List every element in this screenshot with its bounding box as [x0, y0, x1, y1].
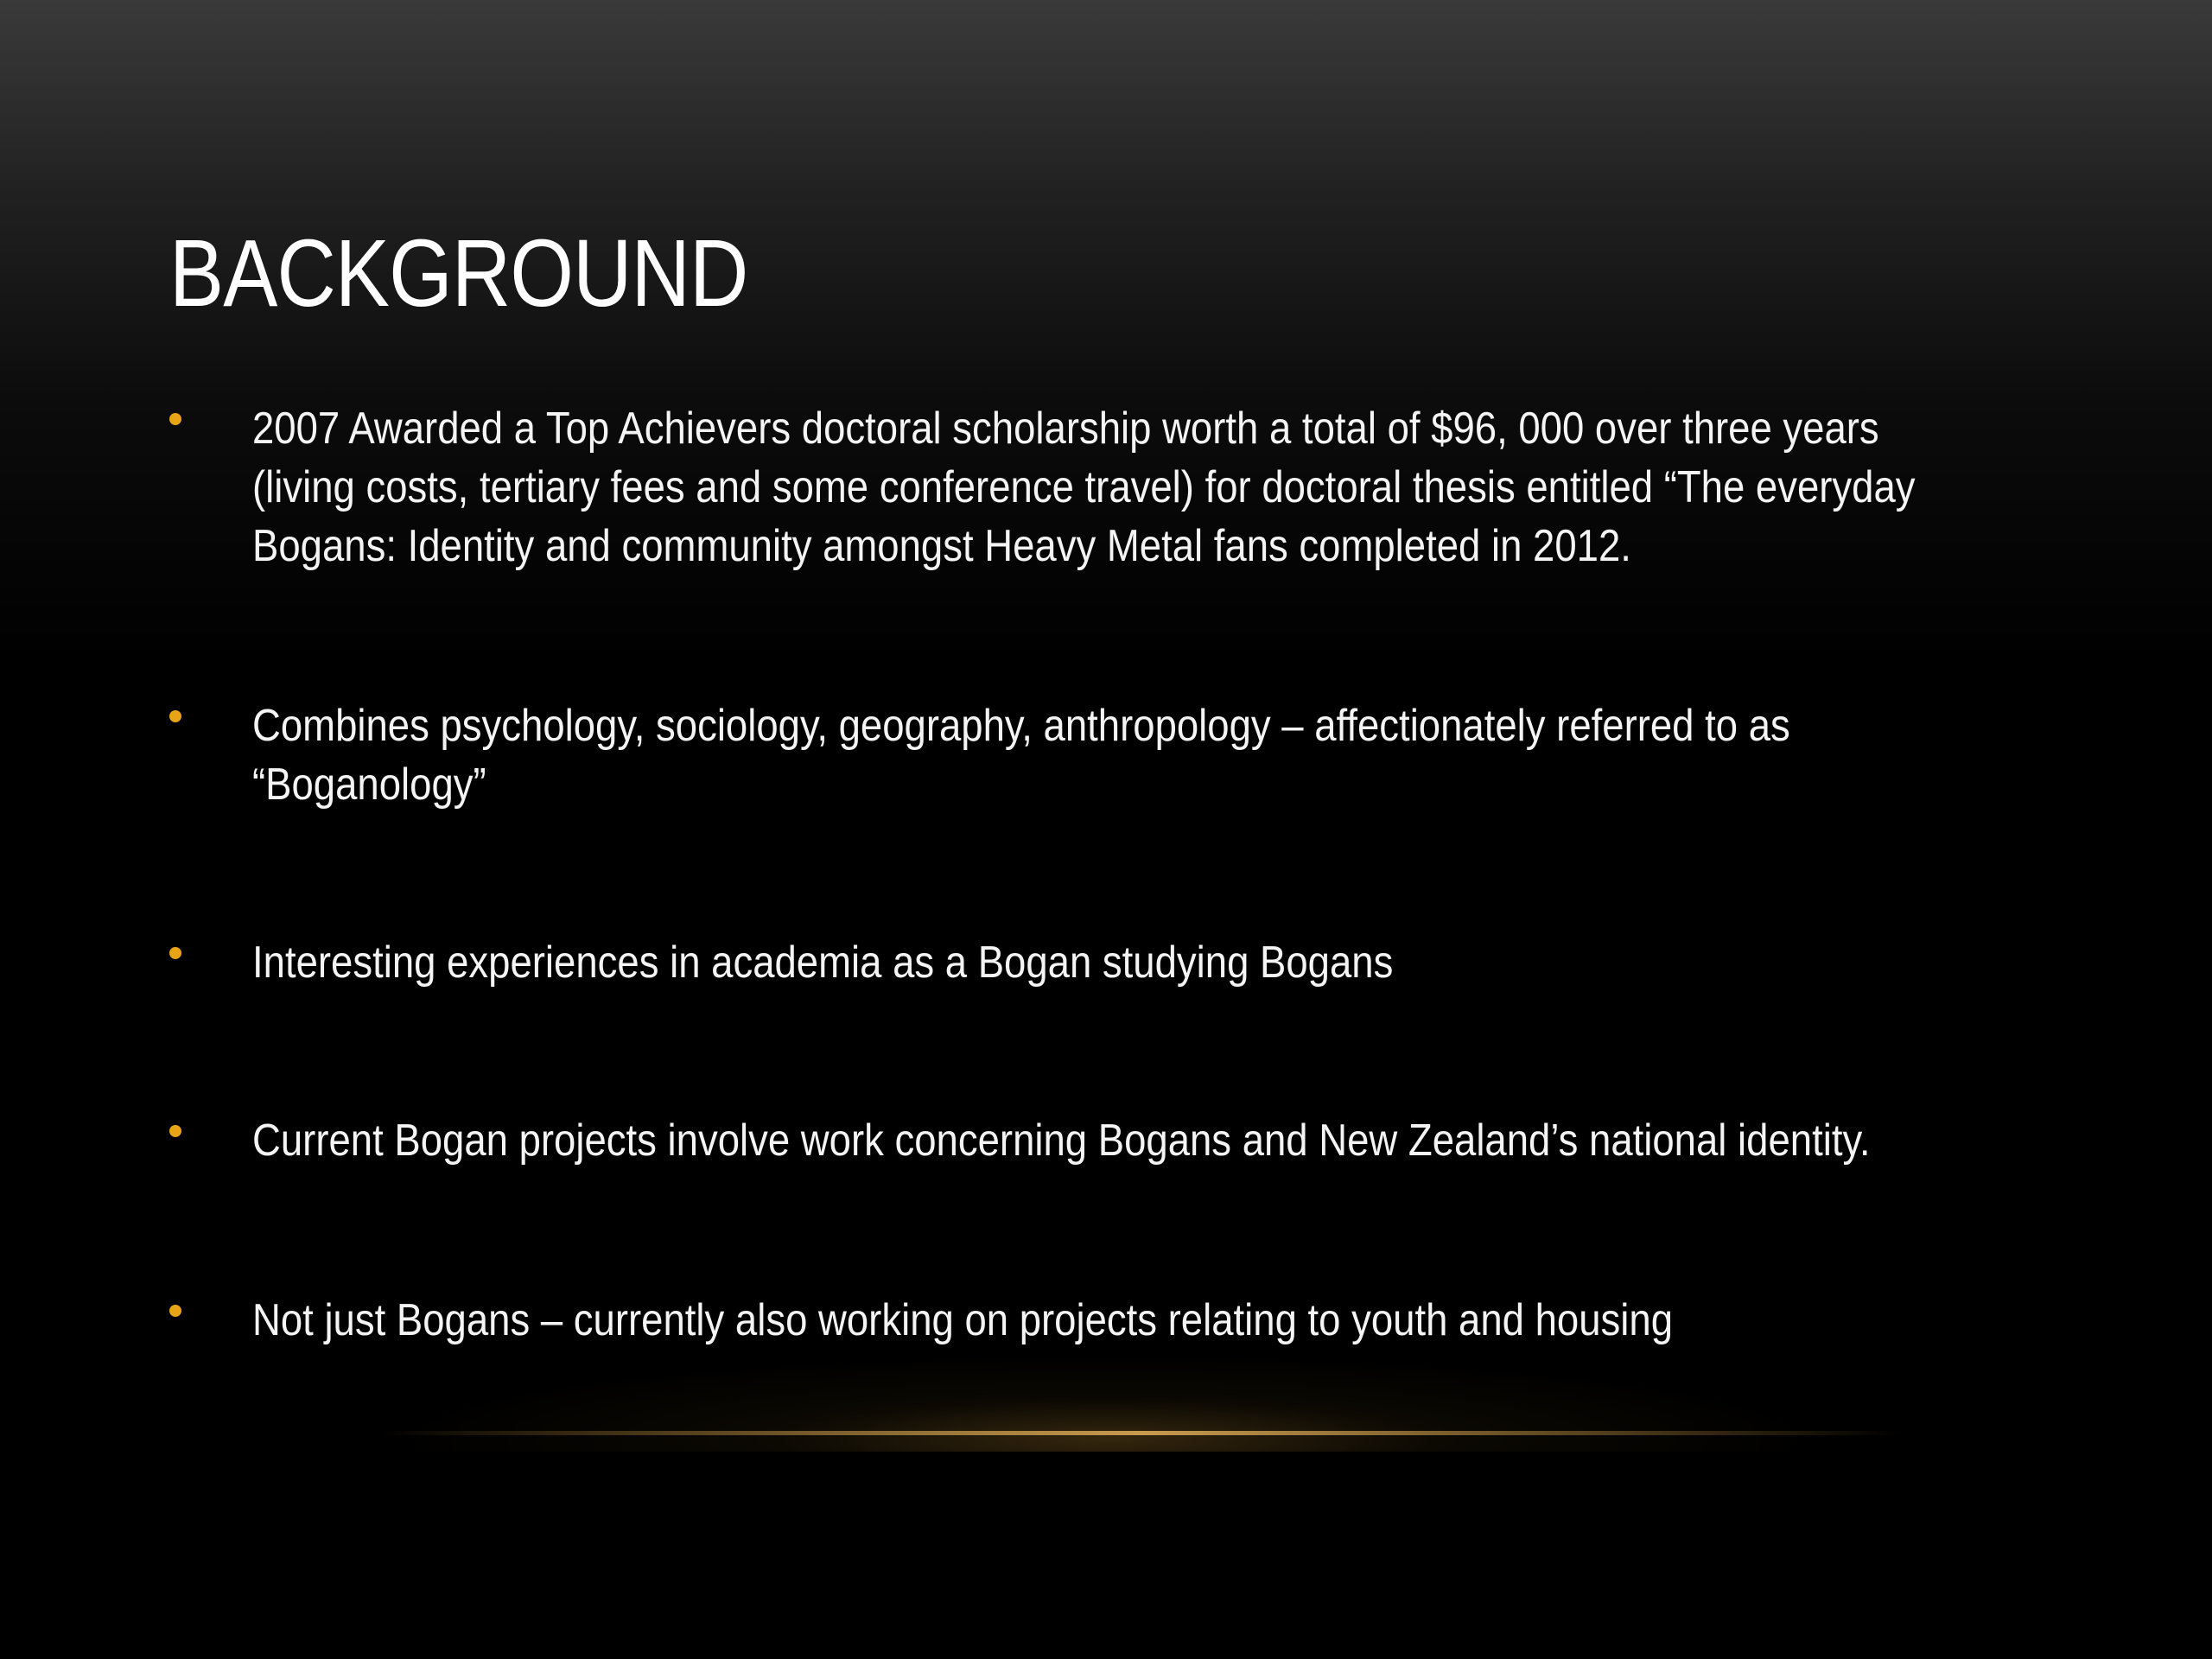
slide-title: BACKGROUND	[169, 220, 748, 327]
bullet-text: 2007 Awarded a Top Achievers doctoral scholarship worth a total of $96, 000 over three years (living costs, tertiary fees and some conference travel) for doctoral thesis entitled “The everyday Bogans: Identity and community amongst Heavy Metal fans completed in 2012.	[252, 404, 1916, 571]
bullet-dot-icon	[169, 413, 181, 425]
bullet-text: Current Bogan projects involve work concerning Bogans and New Zealand’s national identity.	[252, 1116, 1871, 1166]
bullet-text: Interesting experiences in academia as a Bogan studying Bogans	[252, 938, 1394, 988]
bullet-text: Combines psychology, sociology, geography, anthropology – affectionately referred to as “Boganology”	[252, 701, 1790, 810]
gold-divider-line	[380, 1431, 1901, 1435]
divider-glow	[328, 1348, 1884, 1452]
bullet-dot-icon	[169, 1305, 181, 1317]
bullet-dot-icon	[169, 947, 181, 959]
bullet-text: Not just Bogans – currently also working on projects relating to youth and housing	[252, 1295, 1674, 1345]
bullet-dot-icon	[169, 710, 181, 722]
bullet-dot-icon	[169, 1125, 181, 1137]
